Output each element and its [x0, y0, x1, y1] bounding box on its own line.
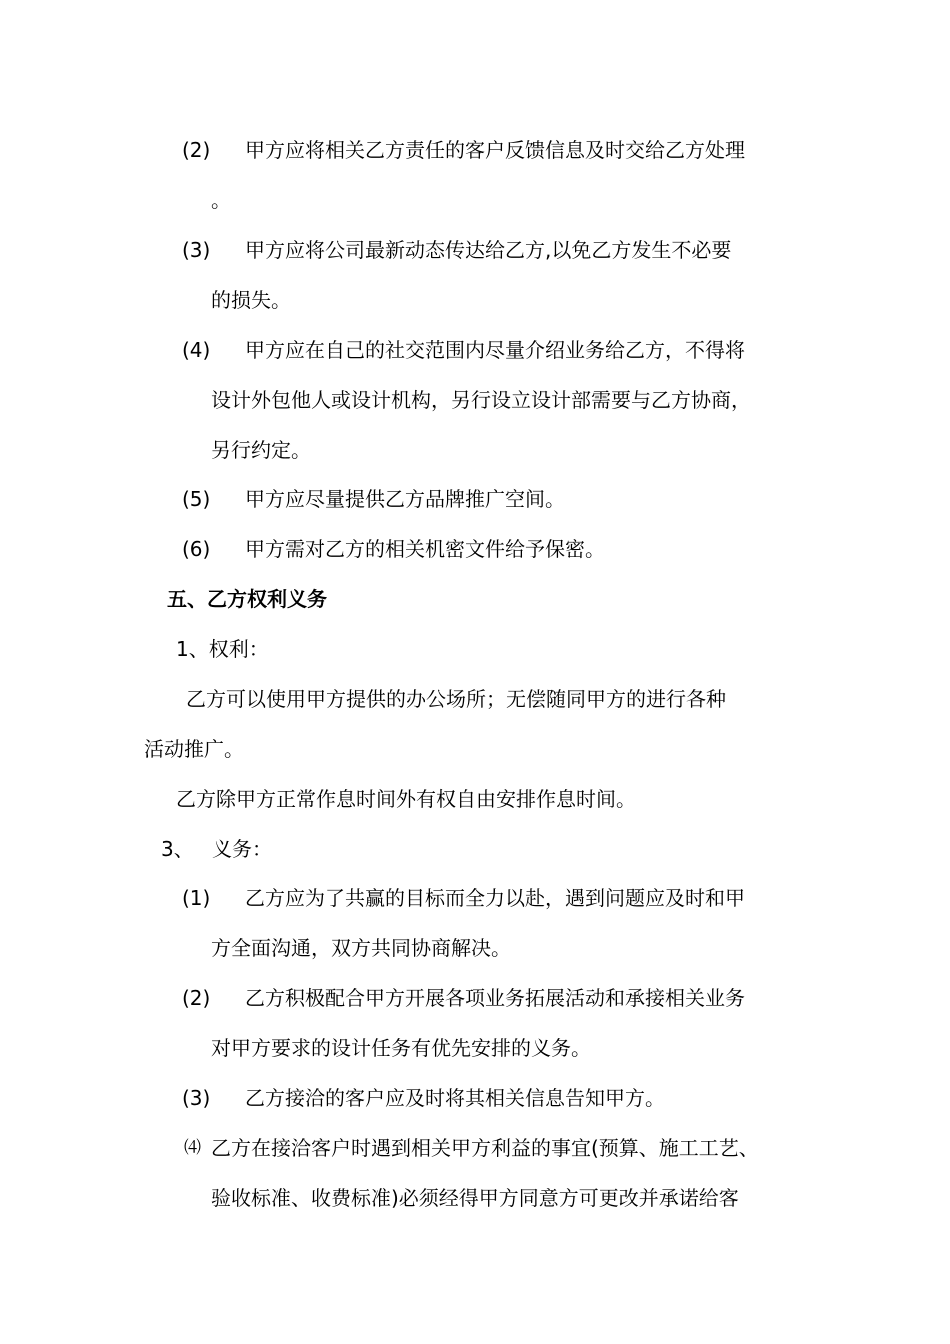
item-text: 甲方应将公司最新动态传达给乙方,以免乙方发生不必要: [245, 238, 732, 262]
item-number: (5): [182, 487, 211, 511]
item-text: 乙方积极配合甲方开展各项业务拓展活动和承接相关业务: [245, 986, 745, 1010]
item-number: (3): [182, 1086, 211, 1110]
item-number: (2): [182, 138, 211, 162]
item-text: 方全面沟通，双方共同协商解决。: [211, 936, 511, 960]
item-number: (3): [182, 238, 211, 262]
item-text: 甲方应尽量提供乙方品牌推广空间。: [245, 487, 565, 511]
rights-paragraph: 乙方可以使用甲方提供的办公场所；无偿随同甲方的进行各种: [186, 687, 726, 711]
section-heading: 五、乙方权利义务: [167, 587, 327, 611]
item-number: (2): [182, 986, 211, 1010]
item-number: (1): [182, 886, 211, 910]
item-text: 甲方需对乙方的相关机密文件给予保密。: [245, 537, 605, 561]
rights-label: 1、权利：: [176, 637, 269, 661]
item-text: 甲方应将相关乙方责任的客户反馈信息及时交给乙方处理: [245, 138, 745, 162]
item-text: 乙方接洽的客户应及时将其相关信息告知甲方。: [245, 1086, 665, 1110]
item-text: 另行约定。: [211, 438, 311, 462]
item-text: 对甲方要求的设计任务有优先安排的义务。: [211, 1036, 591, 1060]
item-text: 甲方应在自己的社交范围内尽量介绍业务给乙方，不得将: [245, 338, 745, 362]
item-text: 的损失。: [211, 288, 291, 312]
item-number: (6): [182, 537, 211, 561]
item-text: 设计外包他人或设计机构，另行设立设计部需要与乙方协商，: [211, 388, 751, 412]
item-number: ⑷: [184, 1138, 201, 1158]
item-text: 验收标准、收费标准)必须经得甲方同意方可更改并承诺给客: [211, 1186, 739, 1210]
rights-paragraph: 乙方除甲方正常作息时间外有权自由安排作息时间。: [176, 787, 636, 811]
item-text: 乙方应为了共赢的目标而全力以赴，遇到问题应及时和甲: [245, 886, 745, 910]
rights-paragraph: 活动推广。: [144, 737, 244, 761]
item-text: 。: [211, 188, 231, 212]
duties-number: 3、: [161, 837, 194, 861]
item-text: 乙方在接洽客户时遇到相关甲方利益的事宜(预算、施工工艺、: [211, 1136, 759, 1160]
duties-label: 义务：: [212, 837, 272, 861]
item-number: (4): [182, 338, 211, 362]
